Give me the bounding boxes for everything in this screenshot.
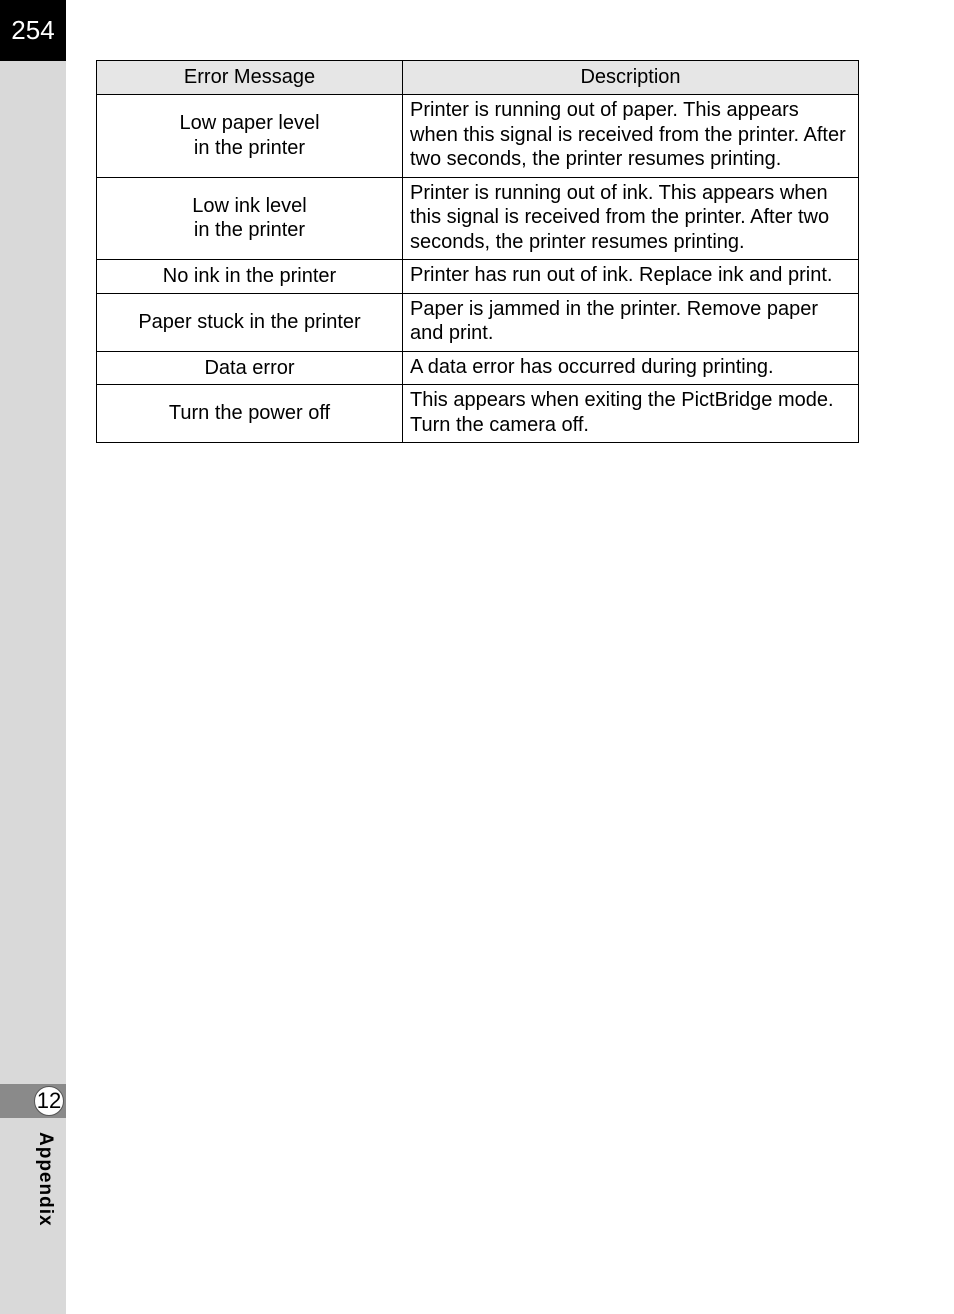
description-cell [403, 351, 859, 385]
chapter-number-badge: 12 [34, 1086, 64, 1116]
description-line: This appears when exiting the PictBridge mode. [410, 389, 834, 411]
error-message-cell [97, 385, 403, 443]
error-message-cell [97, 293, 403, 351]
table-row [97, 293, 859, 351]
description-cell [403, 95, 859, 178]
description-line: when this signal is received from the printer. After [410, 123, 846, 146]
description-line: A data error has occurred during printing. [410, 355, 774, 378]
description-cell [403, 385, 859, 443]
error-message-line: Paper stuck in the printer [138, 310, 361, 333]
table-body [97, 95, 859, 443]
description-line: Turn the camera off. [410, 413, 589, 436]
printer-error-table [96, 60, 859, 443]
error-message-line: Turn the power off [168, 402, 331, 425]
error-message-line: in the printer [193, 136, 306, 159]
error-message-cell [97, 351, 403, 385]
description-cell [403, 177, 859, 260]
chapter-title: Appendix [35, 1132, 56, 1227]
description-line: Paper is jammed in the printer. Remove paper [410, 297, 818, 320]
header-description: Description [403, 61, 859, 95]
table-row [97, 177, 859, 260]
description-line: seconds, the printer resumes printing. [410, 230, 745, 253]
table-row [97, 260, 859, 294]
description-line: and print. [410, 322, 494, 344]
description-line: two seconds, the printer resumes printing. [410, 148, 782, 170]
error-message-line: Low ink level [192, 194, 307, 217]
error-message-line: in the printer [193, 219, 306, 242]
table-row [97, 95, 859, 178]
description-line: Printer has run out of ink. Replace ink and print. [410, 264, 833, 286]
table-header-row [97, 61, 859, 95]
description-cell [403, 260, 859, 294]
table-row [97, 385, 859, 443]
error-message-cell [97, 260, 403, 294]
description-line: Printer is running out of paper. This appears [410, 99, 799, 121]
header-error-message: Error Message [97, 61, 403, 95]
description-line: Printer is running out of ink. This appears when [410, 181, 828, 204]
description-line: this signal is received from the printer. After two [410, 206, 830, 228]
error-message-cell [97, 95, 403, 178]
error-message-line: Low paper level [179, 112, 320, 135]
table-row [97, 351, 859, 385]
error-message-line: Data error [204, 356, 295, 379]
description-cell [403, 293, 859, 351]
error-message-cell [97, 177, 403, 260]
page-number: 254 [0, 0, 66, 61]
error-message-line: No ink in the printer [162, 265, 337, 287]
